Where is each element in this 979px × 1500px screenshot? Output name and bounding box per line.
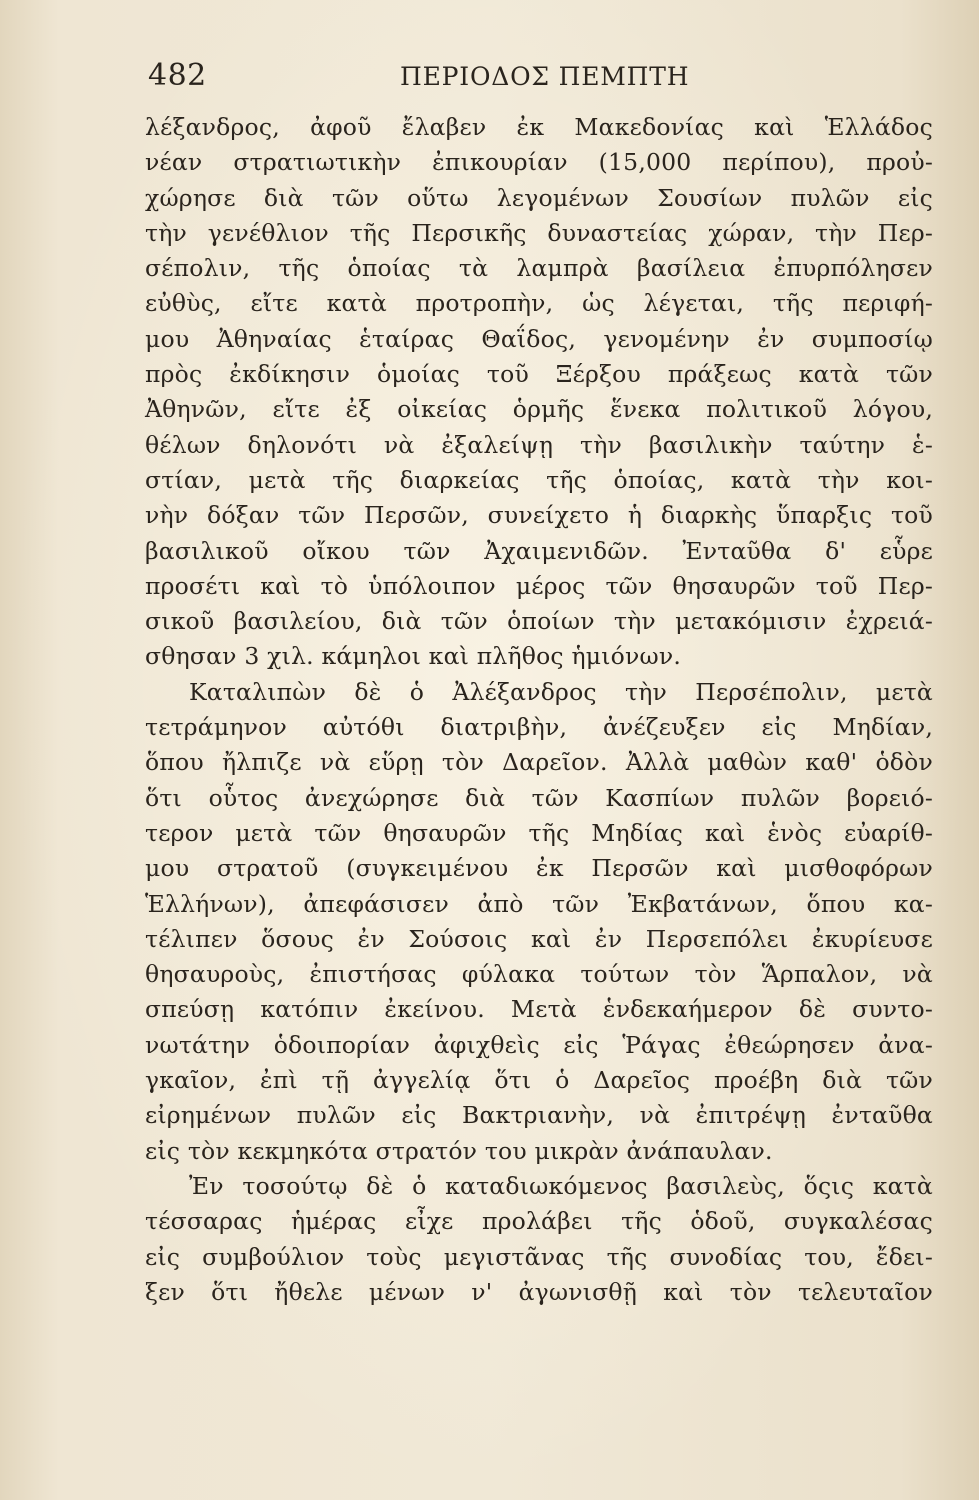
text-line: στίαν, μετὰ τῆς διαρκείας τῆς ὁποίας, κατὰ τὴν κοι- xyxy=(145,465,933,494)
text-line: εἰρημένων πυλῶν εἰς Βακτριανὴν, νὰ ἐπιτρέψῃ ἐνταῦθα xyxy=(145,1101,933,1130)
text-line: λέξανδρος, ἀφοῦ ἔλαβεν ἐκ Μακεδονίας καὶ Ἑλλάδος xyxy=(145,113,933,141)
text-line: τὴν γενέθλιον τῆς Περσικῆς δυναστείας χώραν, τὴν Περ- xyxy=(145,218,933,247)
text-line: σθησαν 3 χιλ. κάμηλοι καὶ πλῆθος ἡμιόνων. xyxy=(145,642,681,671)
text-line: εἰς τὸν κεκμηκότα στρατόν του μικρὰν ἀνάπαυλαν. xyxy=(145,1136,773,1165)
page-number: 482 xyxy=(148,58,207,93)
body-text xyxy=(145,110,933,1310)
text-line: θέλων δηλονότι νὰ ἐξαλείψῃ τὴν βασιλικὴν ταύτην ἑ- xyxy=(145,430,933,459)
text-line: θησαυροὺς, ἐπιστήσας φύλακα τούτων τὸν Ἅρπαλον, νὰ xyxy=(145,960,933,989)
text-line: προσέτι καὶ τὸ ὑπόλοιπον μέρος τῶν θησαυρῶν τοῦ Περ- xyxy=(145,571,933,600)
text-line: τετράμηνον αὐτόθι διατριβὴν, ἀνέζευξεν εἰς Μηδίαν, xyxy=(145,713,933,742)
text-line: Ἐν τοσούτῳ δὲ ὁ καταδιωκόμενος βασιλεὺς, ὅςις κατὰ xyxy=(189,1171,933,1200)
text-line: νὴν δόξαν τῶν Περσῶν, συνείχετο ἡ διαρκὴς ὕπαρξις τοῦ xyxy=(145,501,933,530)
text-line: μου στρατοῦ (συγκειμένου ἐκ Περσῶν καὶ μισθοφόρων xyxy=(145,854,933,883)
text-line: γκαῖον, ἐπὶ τῇ ἀγγελίᾳ ὅτι ὁ Δαρεῖος προέβη διὰ τῶν xyxy=(145,1066,933,1095)
text-line: σικοῦ βασιλείου, διὰ τῶν ὁποίων τὴν μετακόμισιν ἐχρειά- xyxy=(145,607,933,636)
text-line: Ἀθηνῶν, εἴτε ἐξ οἰκείας ὁρμῆς ἕνεκα πολιτικοῦ λόγου, xyxy=(145,395,933,424)
text-line: Ἑλλήνων), ἀπεφάσισεν ἀπὸ τῶν Ἐκβατάνων, ὅπου κα- xyxy=(145,889,933,918)
text-line: νέαν στρατιωτικὴν ἐπικουρίαν (15,000 περίπου), προὐ- xyxy=(145,148,933,177)
text-line: μου Ἀθηναίας ἑταίρας Θαΐδος, γενομένην ἐν συμποσίῳ xyxy=(145,324,933,353)
text-line: χώρησε διὰ τῶν οὕτω λεγομένων Σουσίων πυλῶν εἰς xyxy=(145,183,933,212)
text-line: τέσσαρας ἡμέρας εἶχε προλάβει τῆς ὁδοῦ, συγκαλέσας xyxy=(145,1207,933,1236)
text-line: πρὸς ἐκδίκησιν ὁμοίας τοῦ Ξέρξου πράξεως κατὰ τῶν xyxy=(145,360,933,389)
page-header xyxy=(148,58,928,98)
text-line: ὅπου ἤλπιζε νὰ εὕρῃ τὸν Δαρεῖον. Ἀλλὰ μαθὼν καθ' ὁδὸν xyxy=(145,748,933,777)
text-line: εἰς συμβούλιον τοὺς μεγιστᾶνας τῆς συνοδίας του, ἔδει- xyxy=(145,1242,933,1271)
text-line: τερον μετὰ τῶν θησαυρῶν τῆς Μηδίας καὶ ἑνὸς εὐαρίθ- xyxy=(145,818,933,847)
text-line: ξεν ὅτι ἤθελε μένων ν' ἀγωνισθῇ καὶ τὸν τελευταῖον xyxy=(145,1277,933,1306)
text-line: Καταλιπὼν δὲ ὁ Ἀλέξανδρος τὴν Περσέπολιν, μετὰ xyxy=(189,677,933,706)
running-title: ΠΕΡΙΟΔΟΣ ΠΕΜΠΤΗ xyxy=(400,62,690,91)
text-line: ὅτι οὗτος ἀνεχώρησε διὰ τῶν Κασπίων πυλῶν βορειό- xyxy=(145,783,933,812)
text-line: βασιλικοῦ οἴκου τῶν Ἀχαιμενιδῶν. Ἐνταῦθα δ' εὗρε xyxy=(145,536,933,565)
text-line: εὐθὺς, εἴτε κατὰ προτροπὴν, ὡς λέγεται, τῆς περιφή- xyxy=(145,289,933,318)
text-line: σπεύσῃ κατόπιν ἐκείνου. Μετὰ ἑνδεκαήμερον δὲ συντο- xyxy=(145,995,933,1024)
text-line: τέλιπεν ὅσους ἐν Σούσοις καὶ ἐν Περσεπόλει ἐκυρίευσε xyxy=(145,924,933,953)
text-line: νωτάτην ὁδοιπορίαν ἀφιχθεὶς εἰς Ῥάγας ἐθεώρησεν ἀνα- xyxy=(145,1030,933,1059)
text-line: σέπολιν, τῆς ὁποίας τὰ λαμπρὰ βασίλεια ἐπυρπόλησεν xyxy=(145,254,933,283)
